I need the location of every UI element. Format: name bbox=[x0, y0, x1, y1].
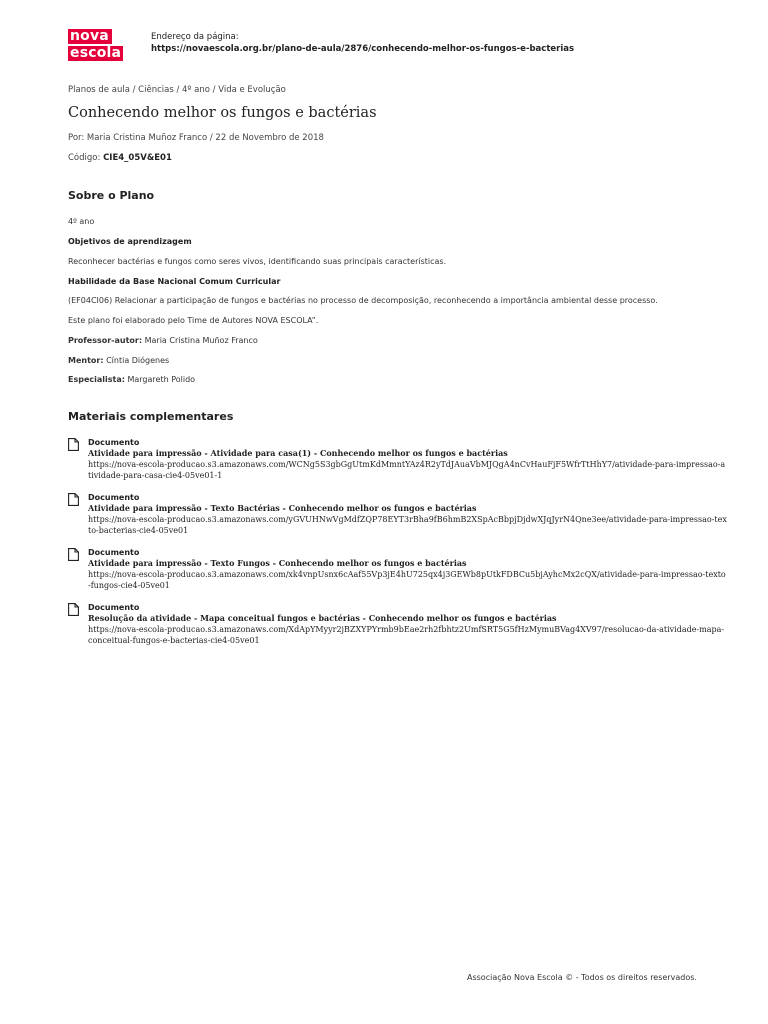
page-title: Conhecendo melhor os fungos e bactérias bbox=[68, 105, 377, 121]
mentor-label: Mentor: bbox=[68, 356, 104, 365]
objectives-label: Objetivos de aprendizagem bbox=[68, 237, 192, 246]
breadcrumb[interactable]: Planos de aula / Ciências / 4º ano / Vida e Evolução bbox=[68, 85, 286, 95]
material-item[interactable] bbox=[68, 437, 728, 481]
mentor-line bbox=[68, 355, 169, 366]
skill-text: (EF04CI06) Relacionar a participação de fungos e bactérias no processo de decomposição, reconhecendo a importância ambiental desse processo. bbox=[68, 296, 658, 305]
address-label: Endereço da página: bbox=[151, 32, 239, 42]
material-kind: Documento bbox=[88, 493, 140, 502]
material-name: Atividade para impressão - Texto Fungos - Conhecendo melhor os fungos e bactérias bbox=[88, 558, 467, 568]
material-kind: Documento bbox=[88, 548, 140, 557]
plan-code bbox=[68, 153, 172, 163]
address-url[interactable]: https://novaescola.org.br/plano-de-aula/2876/conhecendo-melhor-os-fungos-e-bacterias bbox=[151, 44, 575, 54]
material-kind: Documento bbox=[88, 603, 140, 612]
code-label: Código: bbox=[68, 153, 101, 163]
professor-label: Professor-autor: bbox=[68, 336, 143, 345]
material-url[interactable]: https://nova-escola-producao.s3.amazonaws.com/WCNg5S3gbGgUtmKdMmntYAz4R2yTdJAuaVbMJQgA4nCvHauFjF5WfrTtHhY7/atividade-para-impressao-atividade-para-casa-cie4-05ve01-1 bbox=[88, 460, 726, 480]
material-url[interactable]: https://nova-escola-producao.s3.amazonaws.com/XdApYMyyr2jBZXYPYrmb9bEae2rh2fbhtz2UmfSRT5G5fHzMymuBVag4XV97/resolucao-da-atividade-mapa-conceitual-fungos-e-bacterias-cie4-05ve01 bbox=[88, 625, 725, 645]
objectives-text: Reconhecer bactérias e fungos como seres vivos, identificando suas principais características. bbox=[68, 257, 447, 266]
material-item[interactable] bbox=[68, 602, 728, 646]
material-url[interactable]: https://nova-escola-producao.s3.amazonaws.com/xk4vnpUsnx6cAaf55Vp3jE4hU725qx4j3GEWb8pUtkFDBCu5bjAyhcMx2cQX/atividade-para-impressao-texto-fungos-cie4-05ve01 bbox=[88, 570, 726, 590]
specialist-value: Margareth Polido bbox=[124, 375, 196, 384]
byline: Por: Maria Cristina Muñoz Franco / 22 de Novembro de 2018 bbox=[68, 133, 324, 143]
page-address bbox=[151, 31, 574, 55]
material-name: Atividade para impressão - Atividade para casa(1) - Conhecendo melhor os fungos e bactérias bbox=[88, 448, 508, 458]
specialist-label: Especialista: bbox=[68, 375, 125, 384]
authors-note: Este plano foi elaborado pelo Time de Autores NOVA ESCOLA”. bbox=[68, 316, 319, 325]
specialist-line bbox=[68, 374, 195, 385]
about-heading: Sobre o Plano bbox=[68, 189, 155, 202]
material-name: Resolução da atividade - Mapa conceitual fungos e bactérias - Conhecendo melhor os fungos e bactérias bbox=[88, 613, 557, 623]
material-item[interactable] bbox=[68, 547, 728, 591]
material-url[interactable]: https://nova-escola-producao.s3.amazonaws.com/yGVUHNwVgMdfZQP78EYT3rBha9fB6hmB2XSpAcBbpjDjdwXJqJyrN4Qne3ee/atividade-para-impressao-texto-bacterias-cie4-05ve01 bbox=[88, 515, 727, 535]
logo-line-2: escola bbox=[70, 45, 122, 61]
document-icon bbox=[68, 603, 79, 616]
materials-heading: Materiais complementares bbox=[68, 410, 234, 423]
skill-label: Habilidade da Base Nacional Comum Curricular bbox=[68, 277, 281, 286]
document-icon bbox=[68, 493, 79, 506]
grade: 4º ano bbox=[68, 217, 95, 226]
footer-copyright: Associação Nova Escola © - Todos os direitos reservados. bbox=[467, 973, 697, 982]
material-name: Atividade para impressão - Texto Bactérias - Conhecendo melhor os fungos e bactérias bbox=[88, 503, 477, 513]
document-icon bbox=[68, 548, 79, 561]
logo-line-1: nova bbox=[68, 29, 112, 44]
professor-line bbox=[68, 335, 258, 346]
material-kind: Documento bbox=[88, 438, 140, 447]
professor-value: Maria Cristina Muñoz Franco bbox=[142, 336, 258, 345]
mentor-value: Cíntia Diógenes bbox=[103, 356, 170, 365]
document-icon bbox=[68, 438, 79, 451]
nova-escola-logo[interactable] bbox=[68, 29, 125, 62]
code-value: CIE4_05V&E01 bbox=[103, 153, 172, 163]
material-item[interactable] bbox=[68, 492, 728, 536]
